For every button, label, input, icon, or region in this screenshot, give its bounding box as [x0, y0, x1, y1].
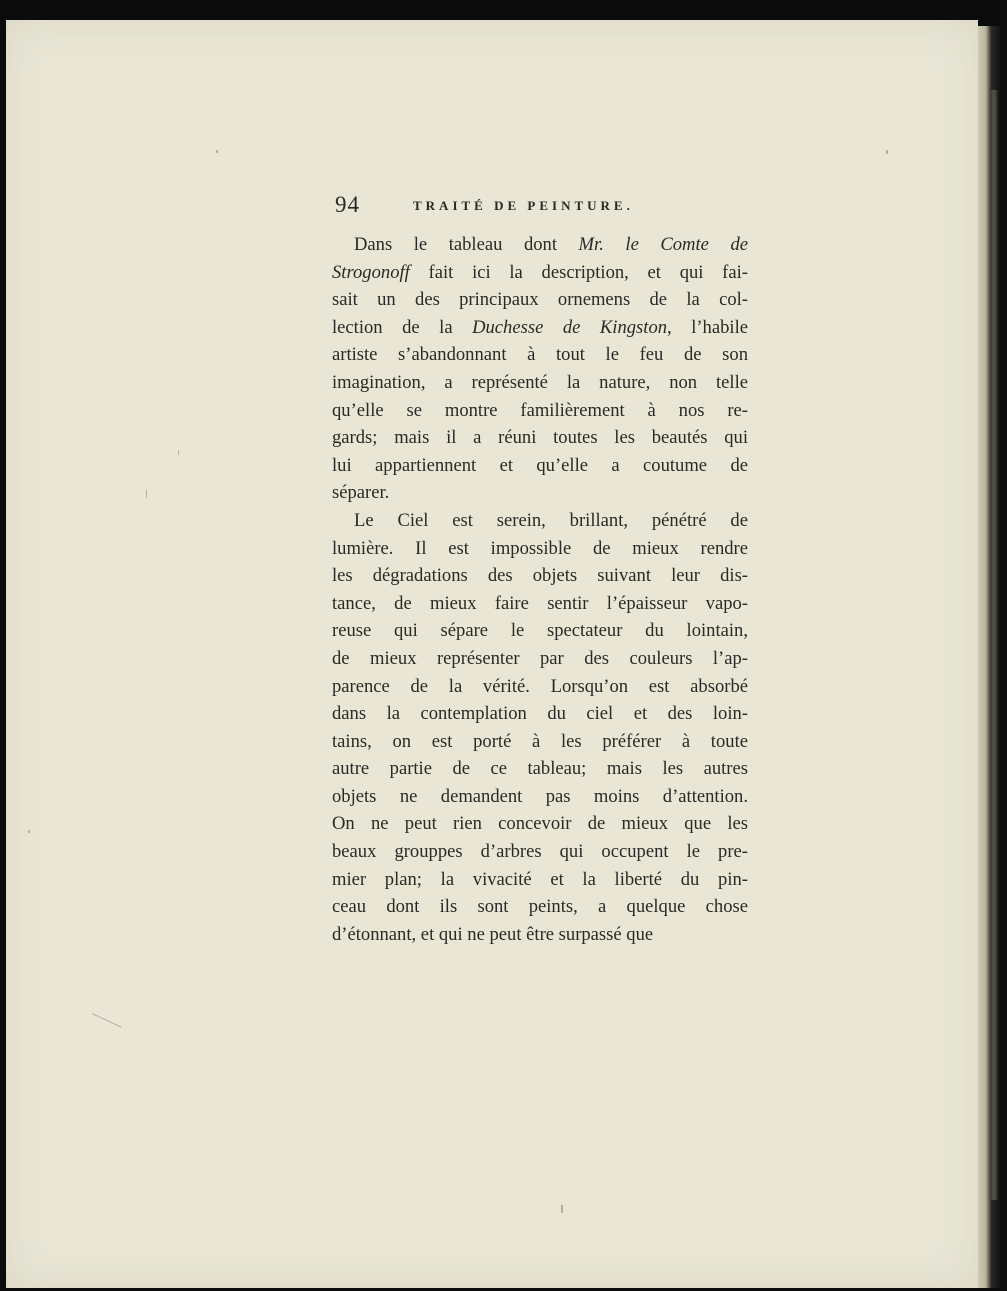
text-line — [332, 341, 748, 369]
text-run: lumière. Il est impossible de mieux rendre — [332, 537, 748, 559]
text-line — [332, 507, 748, 535]
text-line — [332, 397, 748, 425]
text-run: artiste s’abandonnant à tout le feu de son — [332, 344, 748, 366]
text-line — [332, 783, 748, 811]
text-line — [332, 673, 748, 701]
text-run: de mieux représenter par des couleurs l’ap- — [332, 647, 748, 669]
text-run: d’étonnant, et qui ne peut être surpassé que — [332, 923, 654, 945]
text-run: gards; mais il a réuni toutes les beautés qui — [332, 427, 748, 449]
text-line — [332, 314, 748, 342]
page-header — [335, 192, 755, 222]
paper-speck — [146, 490, 147, 498]
body-text — [332, 231, 748, 948]
text-run: Le Ciel est serein, brillant, pénétré de — [354, 509, 748, 531]
text-run: reuse qui sépare le spectateur du lointain, — [332, 620, 748, 642]
text-line — [332, 728, 748, 756]
text-line — [332, 286, 748, 314]
text-run: ceau dont ils sont peints, a quelque chose — [332, 896, 748, 918]
text-run: sait un des principaux ornemens de la col- — [332, 289, 748, 311]
paragraph — [332, 231, 748, 507]
paper-speck — [178, 450, 179, 455]
text-run: On ne peut rien concevoir de mieux que les — [332, 813, 748, 835]
text-run: séparer. — [332, 482, 390, 504]
italic-text-run: Mr. le Comte de — [578, 234, 748, 255]
text-run: autre partie de ce tableau; mais les autres — [332, 758, 748, 780]
text-line — [332, 838, 748, 866]
text-line — [332, 700, 748, 728]
text-run: lection de la — [332, 316, 473, 338]
text-run: dans la contemplation du ciel et des loin- — [332, 703, 748, 725]
paper-speck — [886, 150, 888, 154]
text-line — [332, 921, 748, 949]
text-line — [332, 755, 748, 783]
text-line — [332, 452, 748, 480]
text-line — [332, 479, 748, 507]
text-run: beaux grouppes d’arbres qui occupent le pre- — [332, 841, 748, 863]
text-line — [332, 535, 748, 563]
text-line — [332, 369, 748, 397]
text-line — [332, 231, 748, 259]
text-line — [332, 645, 748, 673]
text-run: les dégradations des objets suivant leur dis- — [332, 565, 748, 587]
text-run: imagination, a représenté la nature, non telle — [332, 371, 748, 393]
text-line — [332, 810, 748, 838]
running-title: TRAITÉ DE PEINTURE. — [413, 198, 634, 213]
text-run: , l’habile — [667, 316, 748, 338]
paper-speck — [28, 830, 30, 833]
text-line — [332, 562, 748, 590]
paper-speck — [216, 150, 218, 153]
italic-text-run: Duchesse de Kingston — [472, 316, 668, 338]
text-run: lui appartiennent et qu’elle a coutume de — [332, 454, 748, 476]
paper-speck — [92, 1013, 121, 1027]
text-line — [332, 259, 748, 287]
text-run: mier plan; la vivacité et la liberté du pin- — [332, 868, 748, 890]
italic-text-run: Strogonoff — [332, 261, 410, 283]
page-number: 94 — [335, 192, 360, 217]
text-line — [332, 866, 748, 894]
book-page-edge-shadow — [990, 90, 998, 1200]
paragraph — [332, 507, 748, 949]
text-run: objets ne demandent pas moins d’attention. — [332, 785, 748, 807]
text-run: parence de la vérité. Lorsqu’on est absorbé — [332, 675, 748, 697]
text-line — [332, 424, 748, 452]
text-run: tains, on est porté à les préférer à toute — [332, 730, 748, 752]
text-line — [332, 893, 748, 921]
text-run: tance, de mieux faire sentir l’épaisseur vapo- — [332, 592, 748, 614]
text-line — [332, 617, 748, 645]
paper-speck — [561, 1205, 563, 1213]
text-line — [332, 590, 748, 618]
text-run: qu’elle se montre familièrement à nos re- — [332, 399, 748, 421]
text-run: Dans le tableau dont — [354, 234, 579, 255]
text-run: fait ici la description, et qui fai- — [409, 261, 748, 283]
